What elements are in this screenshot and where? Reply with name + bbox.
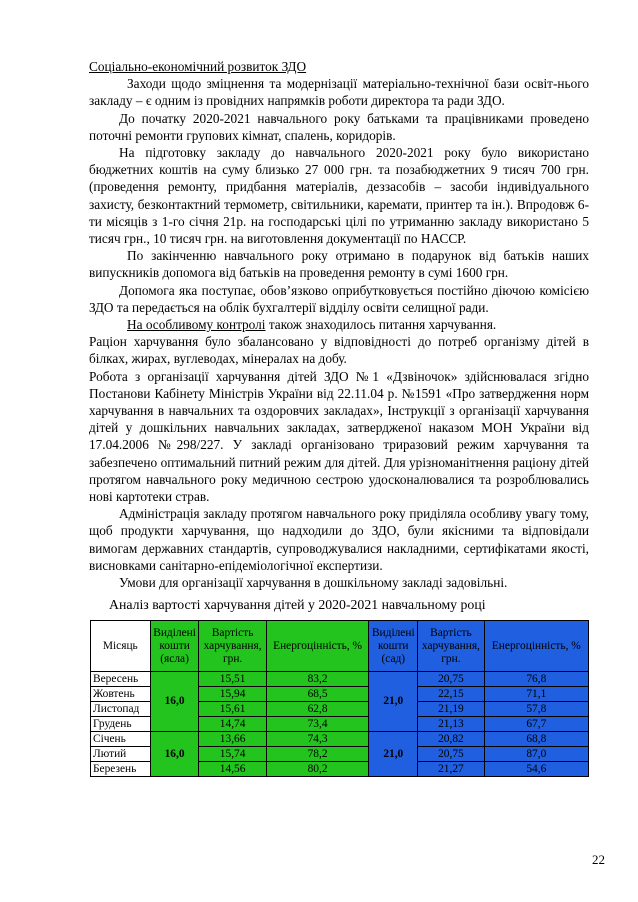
cell-cost-garden: 20,75 xyxy=(418,747,484,762)
cell-cost-nursery: 14,56 xyxy=(199,762,266,777)
cell-energy-garden: 76,8 xyxy=(484,672,588,687)
cell-energy-nursery: 83,2 xyxy=(266,672,369,687)
cell-cost-garden: 20,75 xyxy=(418,672,484,687)
paragraph-conditions: Умови для організації харчування в дошкільному закладі задовільні. xyxy=(119,575,508,591)
cell-month: Грудень xyxy=(91,717,151,732)
paragraph-special-control xyxy=(89,316,589,333)
nutrition-cost-table xyxy=(90,620,589,777)
cell-month: Жовтень xyxy=(91,687,151,702)
cell-month: Лютий xyxy=(91,747,151,762)
cell-alloc-nursery: 16,0 xyxy=(150,672,199,732)
header-cost-garden: Вартість харчування, грн. xyxy=(418,621,484,672)
paragraph-budget: На підготовку закладу до навчального 2020-2021 року було використано бюджетних коштів на суму близько 27 000 грн. та позабюджетних 9 тисяч 700 грн. (проведення ремонту, придбання матеріалів, деззасобів – засоби індивідуального захисту, безконтактний термометр, світильники, каремати, принтер та ін.). Впродовж 6-ти місяців з 1-го січня 21р. на господарські цілі по утриманню закладу використано 5 тисяч грн., 10 тисяч грн. на виготовлення документації по НАССР. xyxy=(89,145,589,247)
paragraph-help-registration: Допомога яка поступає, обов’язково оприбутковується постійно діючою комісією ЗДО та передається на облік бухгалтерії відділу освіти селищної ради. xyxy=(89,282,589,315)
cell-energy-garden: 68,8 xyxy=(484,732,588,747)
header-alloc-garden: Виділені кошти (сад) xyxy=(369,621,418,672)
page-number: 22 xyxy=(592,852,605,867)
cell-energy-nursery: 68,5 xyxy=(266,687,369,702)
cell-month: Вересень xyxy=(91,672,151,687)
cell-cost-garden: 22,15 xyxy=(418,687,484,702)
header-energy-garden: Енергоцінність, % xyxy=(484,621,588,672)
cell-cost-nursery: 15,74 xyxy=(199,747,266,762)
cell-alloc-garden: 21,0 xyxy=(369,732,418,777)
header-alloc-nursery: Виділені кошти (ясла) xyxy=(150,621,199,672)
cell-cost-nursery: 15,94 xyxy=(199,687,266,702)
paragraph-modernization: Заходи щодо зміцнення та модернізації матеріально-технічної бази освіт-нього закладу – є одним із провідних напрямків роботи директора та ради ЗДО. xyxy=(89,76,589,109)
paragraph-diet: Раціон харчування було збалансовано у відповідності до потреб організму дітей в білках, жирах, вуглеводах, мінералах на добу. xyxy=(89,334,589,367)
cell-month: Січень xyxy=(91,732,151,747)
cell-energy-nursery: 80,2 xyxy=(266,762,369,777)
paragraph-nutrition-work: Робота з організації харчування дітей ЗДО №1 «Дзвіночок» здійснювалася згідно Постанови Кабінету Міністрів України від 22.11.04 р. №1591 «Про затвердження норм харчування в навчальних та оздоровчих закладах», Інструкції з організації харчування дітей у дошкільних навчальних закладах, затвердженої наказом МОН України від 17.04.2006 №298/227. У закладі організовано триразовий режим харчування та забезпечено оптимальний питний режим для дітей. Для урізноманітнення раціону дітей протягом навчального року медичною сестрою удосконалювалися та розроблювались нові картотеки страв. xyxy=(89,368,589,505)
cell-energy-nursery: 73,4 xyxy=(266,717,369,732)
cell-month: Березень xyxy=(91,762,151,777)
table-caption: Аналіз вартості харчування дітей у 2020-2021 навчальному році xyxy=(109,597,486,613)
header-energy-nursery: Енергоцінність, % xyxy=(266,621,369,672)
cell-alloc-garden: 21,0 xyxy=(369,672,418,732)
table-row xyxy=(91,672,589,687)
cell-energy-garden: 71,1 xyxy=(484,687,588,702)
cell-cost-garden: 21,27 xyxy=(418,762,484,777)
cell-cost-nursery: 15,61 xyxy=(199,702,266,717)
cell-energy-nursery: 62,8 xyxy=(266,702,369,717)
cell-energy-garden: 54,6 xyxy=(484,762,588,777)
special-control-underlined: На особливому контролі xyxy=(127,317,266,333)
cell-energy-nursery: 78,2 xyxy=(266,747,369,762)
cell-energy-garden: 87,0 xyxy=(484,747,588,762)
table-header-row xyxy=(91,621,589,672)
header-month: Місяць xyxy=(91,621,151,672)
cell-energy-garden: 57,8 xyxy=(484,702,588,717)
cell-month: Листопад xyxy=(91,702,151,717)
document-body xyxy=(89,58,589,777)
cell-cost-nursery: 14,74 xyxy=(199,717,266,732)
cell-energy-garden: 67,7 xyxy=(484,717,588,732)
paragraph-administration: Адміністрація закладу протягом навчального року приділяла особливу увагу тому, щоб продукти харчування, що надходили до ЗДО, були якісними та відповідали вимогам державних стандартів, супроводжувалися накладними, сертифікатами якості, висновками санітарно-епідеміологічної експертизи. xyxy=(89,506,589,573)
table-row xyxy=(91,732,589,747)
section-heading: Соціально-економічний розвиток ЗДО xyxy=(89,59,307,74)
cell-cost-nursery: 13,66 xyxy=(199,732,266,747)
cell-alloc-nursery: 16,0 xyxy=(150,732,199,777)
header-cost-nursery: Вартість харчування, грн. xyxy=(199,621,266,672)
cell-cost-garden: 20,82 xyxy=(418,732,484,747)
paragraph-repairs: До початку 2020-2021 навчального року батьками та працівниками проведено поточні ремонти групових кімнат, спалень, коридорів. xyxy=(89,110,589,143)
cell-cost-nursery: 15,51 xyxy=(199,672,266,687)
special-control-rest: також знаходилось питання харчування. xyxy=(265,317,497,333)
cell-energy-nursery: 74,3 xyxy=(266,732,369,747)
cell-cost-garden: 21,13 xyxy=(418,717,484,732)
paragraph-gift: По закінченню навчального року отримано в подарунок від батьків наших випускників допомога від батьків на проведення ремонту в сумі 1600 грн. xyxy=(89,248,589,281)
cell-cost-garden: 21,19 xyxy=(418,702,484,717)
